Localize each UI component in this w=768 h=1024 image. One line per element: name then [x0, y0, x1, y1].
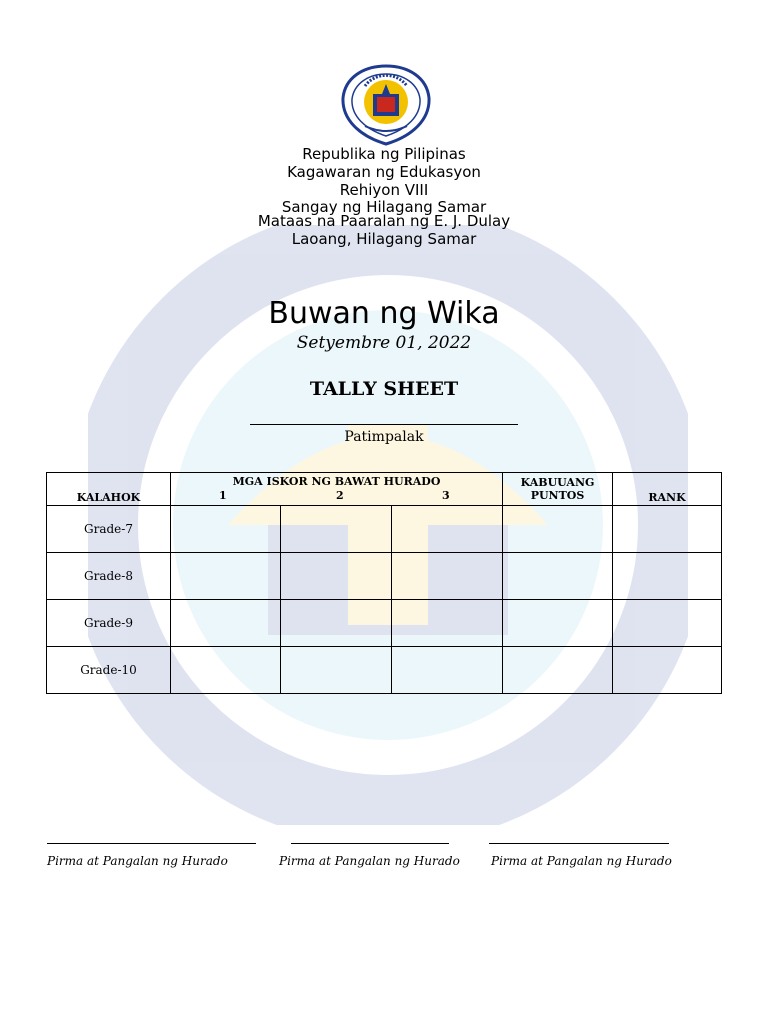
- judge-number-2: 2: [336, 489, 344, 502]
- judge-1-score-cell[interactable]: [171, 600, 281, 647]
- tally-table: [46, 472, 722, 694]
- judge-number-3: 3: [442, 489, 450, 502]
- signature-label-judge-2: Pirma at Pangalan ng Hurado: [279, 854, 460, 868]
- judge-1-score-cell[interactable]: [171, 506, 281, 553]
- judge-3-score-cell[interactable]: [392, 600, 503, 647]
- judge-2-score-cell[interactable]: [281, 506, 392, 553]
- header-line-republic: Republika ng Pilipinas: [302, 145, 466, 163]
- header-rank: RANK: [613, 473, 722, 506]
- grade-cell: Grade-8: [47, 553, 171, 600]
- contest-label: Patimpalak: [344, 429, 424, 445]
- header-total-points: [503, 473, 613, 506]
- table-row: [47, 506, 722, 553]
- header-judges-scores: [171, 473, 503, 506]
- signature-line-judge-3[interactable]: [489, 843, 669, 844]
- header-line-division: Sangay ng Hilagang Samar: [281, 198, 487, 216]
- table-row: [47, 647, 722, 694]
- total-points-cell[interactable]: [503, 647, 613, 694]
- signature-line-judge-1[interactable]: [47, 843, 256, 844]
- rank-cell[interactable]: [613, 506, 722, 553]
- judge-3-score-cell[interactable]: [392, 647, 503, 694]
- judge-2-score-cell[interactable]: [281, 553, 392, 600]
- total-points-cell[interactable]: [503, 506, 613, 553]
- judge-1-score-cell[interactable]: [171, 553, 281, 600]
- rank-cell[interactable]: [613, 553, 722, 600]
- event-title: Buwan ng Wika: [268, 296, 500, 331]
- grade-cell: Grade-7: [47, 506, 171, 553]
- contest-name-blank-line[interactable]: [250, 424, 518, 425]
- signature-line-judge-2[interactable]: [291, 843, 449, 844]
- table-row: [47, 600, 722, 647]
- table-row: [47, 553, 722, 600]
- judge-3-score-cell[interactable]: [392, 553, 503, 600]
- grade-cell: Grade-9: [47, 600, 171, 647]
- total-points-cell[interactable]: [503, 553, 613, 600]
- judges-scores-title: MGA ISKOR NG BAWAT HURADO: [232, 475, 441, 488]
- event-date: Setyembre 01, 2022: [296, 333, 472, 353]
- signature-label-judge-1: Pirma at Pangalan ng Hurado: [47, 854, 228, 868]
- rank-cell[interactable]: [613, 600, 722, 647]
- judge-2-score-cell[interactable]: [281, 600, 392, 647]
- signature-label-judge-3: Pirma at Pangalan ng Hurado: [491, 854, 672, 868]
- header-kalahok: KALAHOK: [47, 473, 171, 506]
- header-total-line2: PUNTOS: [530, 489, 585, 502]
- total-points-cell[interactable]: [503, 600, 613, 647]
- judge-1-score-cell[interactable]: [171, 647, 281, 694]
- header-line-department: Kagawaran ng Edukasyon: [287, 163, 481, 181]
- school-name: Mataas na Paaralan ng E. J. Dulay: [257, 212, 511, 230]
- grade-cell: Grade-10: [47, 647, 171, 694]
- judge-3-score-cell[interactable]: [392, 506, 503, 553]
- header-line-region: Rehiyon VIII: [339, 181, 429, 199]
- school-address: Laoang, Hilagang Samar: [291, 230, 477, 248]
- sheet-title: TALLY SHEET: [309, 378, 459, 400]
- rank-cell[interactable]: [613, 647, 722, 694]
- judge-2-score-cell[interactable]: [281, 647, 392, 694]
- header-total-line1: KABUUANG: [520, 476, 595, 489]
- deped-seal-logo: [327, 64, 445, 146]
- judge-number-1: 1: [219, 489, 227, 502]
- table-header-row: [47, 473, 722, 506]
